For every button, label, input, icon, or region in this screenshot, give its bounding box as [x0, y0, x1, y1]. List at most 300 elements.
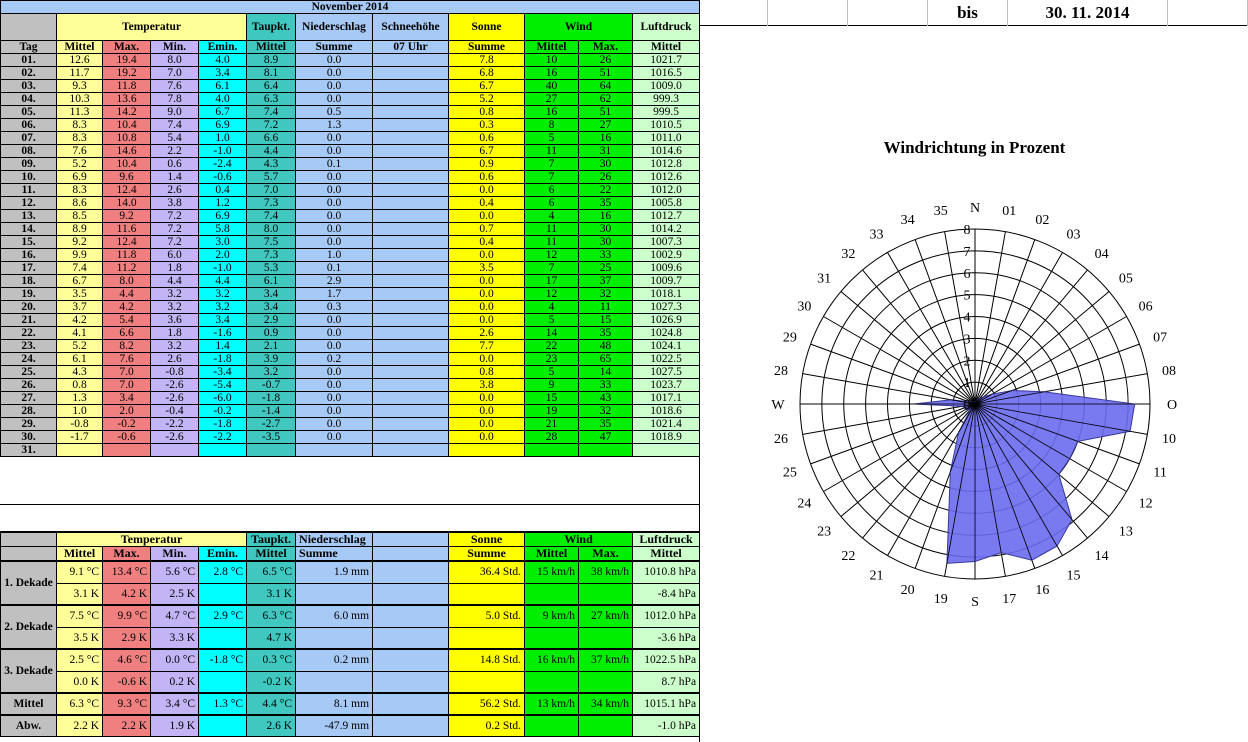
schneehoehe-cell	[373, 119, 449, 132]
summary-temp-emin-cell: -1.8 °C	[199, 649, 247, 671]
direction-label: O	[1166, 398, 1178, 413]
schneehoehe-cell	[373, 184, 449, 197]
summary-wind-max-cell: 34 km/h	[579, 693, 633, 715]
day-cell: 11.	[1, 184, 57, 197]
wind-max-cell: 64	[579, 80, 633, 93]
day-cell: 31.	[1, 444, 57, 457]
daily-table	[0, 0, 700, 457]
direction-label: 01	[1002, 203, 1017, 219]
niederschlag-cell: 1.0	[296, 249, 373, 262]
sum-sub-luftdruck-mittel: Mittel	[633, 547, 700, 562]
temp-max-cell: 2.0	[103, 405, 151, 418]
sum-sub-emin: Emin.	[199, 547, 247, 562]
niederschlag-cell: 0.0	[296, 80, 373, 93]
temp-mittel-cell: 3.7	[57, 301, 103, 314]
summary-row	[1, 715, 700, 737]
summary-deviation-schneehoehe-cell	[373, 583, 449, 605]
schneehoehe-cell	[373, 106, 449, 119]
temp-min-cell: 3.2	[151, 340, 199, 353]
temp-mittel-cell: 6.9	[57, 171, 103, 184]
schneehoehe-cell	[373, 145, 449, 158]
radial-tick-label: 7	[963, 244, 971, 260]
day-cell: 14.	[1, 223, 57, 236]
temp-max-cell: 11.8	[103, 249, 151, 262]
subheader-mittel: Mittel	[57, 41, 103, 54]
niederschlag-cell: 0.0	[296, 67, 373, 80]
wind-mittel-cell: 12	[525, 288, 579, 301]
schneehoehe-cell	[373, 171, 449, 184]
temp-min-cell: 9.0	[151, 106, 199, 119]
wind-max-cell: 26	[579, 171, 633, 184]
day-row	[1, 171, 700, 184]
temp-mittel-cell: 4.2	[57, 314, 103, 327]
sonne-cell: 0.6	[449, 132, 525, 145]
temp-min-cell: 7.2	[151, 236, 199, 249]
temp-mittel-cell: 10.3	[57, 93, 103, 106]
daily-rows	[1, 54, 700, 457]
temp-emin-cell: 3.2	[199, 301, 247, 314]
sum-sub-max: Max.	[103, 547, 151, 562]
wind-rose-panel	[699, 0, 1248, 742]
wind-max-cell: 22	[579, 184, 633, 197]
summary-temp-min-cell: 4.7 °C	[151, 605, 199, 627]
summary-temp-min-cell: 3.4 °C	[151, 693, 199, 715]
day-row	[1, 93, 700, 106]
day-cell: 09.	[1, 158, 57, 171]
wind-max-cell: 11	[579, 301, 633, 314]
taupkt-cell: 6.4	[247, 80, 296, 93]
schneehoehe-cell	[373, 210, 449, 223]
summary-deviation-niederschlag-cell	[296, 583, 373, 605]
schneehoehe-cell	[373, 93, 449, 106]
schneehoehe-cell	[373, 132, 449, 145]
sonne-cell: 6.7	[449, 145, 525, 158]
luftdruck-cell: 1005.8	[633, 197, 700, 210]
temp-emin-cell: -3.4	[199, 366, 247, 379]
header-temperatur: Temperatur	[57, 14, 247, 41]
niederschlag-cell: 0.0	[296, 314, 373, 327]
direction-label: 07	[1153, 330, 1168, 346]
summary-wind-max-cell	[579, 715, 633, 737]
sonne-cell: 0.0	[449, 353, 525, 366]
day-row	[1, 54, 700, 67]
day-row	[1, 418, 700, 431]
temp-min-cell: 7.8	[151, 93, 199, 106]
summary-wind-mittel-cell: 16 km/h	[525, 649, 579, 671]
summary-temp-max-cell: 2.2 K	[103, 715, 151, 737]
taupkt-cell: -0.7	[247, 379, 296, 392]
summary-deviation-row	[1, 627, 700, 649]
schneehoehe-cell	[373, 80, 449, 93]
summary-niederschlag-cell: 0.2 mm	[296, 649, 373, 671]
day-row	[1, 392, 700, 405]
direction-label: 05	[1118, 271, 1133, 287]
summary-temp-min-cell: 5.6 °C	[151, 561, 199, 583]
summary-niederschlag-cell: 6.0 mm	[296, 605, 373, 627]
day-row	[1, 275, 700, 288]
luftdruck-cell: 1026.9	[633, 314, 700, 327]
temp-max-cell: 8.2	[103, 340, 151, 353]
temp-mittel-cell: 8.3	[57, 184, 103, 197]
wind-max-cell	[579, 444, 633, 457]
wind-max-cell: 30	[579, 223, 633, 236]
subheader-sonne-summe: Summe	[449, 41, 525, 54]
temp-emin-cell: 4.0	[199, 93, 247, 106]
summary-deviation-luftdruck-cell: -8.4 hPa	[633, 583, 700, 605]
sonne-cell: 0.8	[449, 366, 525, 379]
schneehoehe-cell	[373, 288, 449, 301]
temp-emin-cell: 6.9	[199, 119, 247, 132]
day-row	[1, 379, 700, 392]
temp-emin-cell: 6.7	[199, 106, 247, 119]
direction-label: 02	[1035, 212, 1050, 228]
wind-mittel-cell: 16	[525, 67, 579, 80]
sum-header-niederschlag: Niederschlag	[296, 533, 373, 547]
temp-mittel-cell: 1.0	[57, 405, 103, 418]
wind-mittel-cell: 5	[525, 366, 579, 379]
niederschlag-cell: 0.0	[296, 431, 373, 444]
temp-min-cell: 1.8	[151, 262, 199, 275]
day-cell: 23.	[1, 340, 57, 353]
temp-emin-cell: -0.2	[199, 405, 247, 418]
taupkt-cell: 3.9	[247, 353, 296, 366]
day-row	[1, 249, 700, 262]
summary-sonne-cell: 5.0 Std.	[449, 605, 525, 627]
day-row	[1, 301, 700, 314]
summary-taupkt-cell: 6.3 °C	[247, 605, 296, 627]
niederschlag-cell: 1.3	[296, 119, 373, 132]
wind-mittel-cell: 23	[525, 353, 579, 366]
taupkt-cell: 3.2	[247, 366, 296, 379]
taupkt-cell: 2.1	[247, 340, 296, 353]
sum-header-sonne: Sonne	[449, 533, 525, 547]
schneehoehe-cell	[373, 353, 449, 366]
taupkt-cell	[247, 444, 296, 457]
summary-taupkt-cell: 6.5 °C	[247, 561, 296, 583]
summary-temp-mittel-cell: 6.3 °C	[57, 693, 103, 715]
day-cell: 26.	[1, 379, 57, 392]
day-row	[1, 327, 700, 340]
sum-header-wind: Wind	[525, 533, 633, 547]
summary-label: Mittel	[1, 693, 57, 715]
schneehoehe-cell	[373, 327, 449, 340]
temp-mittel-cell: 8.5	[57, 210, 103, 223]
luftdruck-cell: 1021.4	[633, 418, 700, 431]
temp-max-cell: 14.2	[103, 106, 151, 119]
month-title: November 2014	[1, 1, 700, 14]
day-cell: 16.	[1, 249, 57, 262]
subheader-luftdruck-mittel: Mittel	[633, 41, 700, 54]
temp-emin-cell: 1.2	[199, 197, 247, 210]
temp-max-cell: 6.6	[103, 327, 151, 340]
summary-temp-emin-cell	[199, 715, 247, 737]
niederschlag-cell: 0.1	[296, 158, 373, 171]
summary-niederschlag-cell: -47.9 mm	[296, 715, 373, 737]
wind-mittel-cell: 9	[525, 379, 579, 392]
summary-deviation-sonne-cell	[449, 583, 525, 605]
luftdruck-cell: 1023.7	[633, 379, 700, 392]
temp-emin-cell: -2.4	[199, 158, 247, 171]
header-luftdruck: Luftdruck	[633, 14, 700, 41]
summary-deviation-row	[1, 671, 700, 693]
day-row	[1, 353, 700, 366]
niederschlag-cell: 0.0	[296, 132, 373, 145]
schneehoehe-cell	[373, 444, 449, 457]
wind-max-cell: 16	[579, 132, 633, 145]
wind-mittel-cell: 22	[525, 340, 579, 353]
taupkt-cell: 2.9	[247, 314, 296, 327]
summary-deviation-sonne-cell	[449, 671, 525, 693]
temp-max-cell: 3.4	[103, 392, 151, 405]
direction-label: 17	[1002, 592, 1017, 608]
summary-deviation-wind-mittel-cell	[525, 627, 579, 649]
temp-max-cell: 5.4	[103, 314, 151, 327]
summary-deviation-schneehoehe-cell	[373, 627, 449, 649]
direction-label: 29	[782, 330, 797, 346]
sonne-cell: 0.4	[449, 197, 525, 210]
wind-mittel-cell: 11	[525, 145, 579, 158]
header-wind: Wind	[525, 14, 633, 41]
wind-mittel-cell: 17	[525, 275, 579, 288]
wind-max-cell: 33	[579, 249, 633, 262]
day-cell: 17.	[1, 262, 57, 275]
summary-temp-mittel-cell: 2.2 K	[57, 715, 103, 737]
direction-label: 15	[1066, 568, 1081, 584]
taupkt-cell: 7.4	[247, 210, 296, 223]
luftdruck-cell: 1014.6	[633, 145, 700, 158]
day-cell: 03.	[1, 80, 57, 93]
day-cell: 18.	[1, 275, 57, 288]
summary-deviation-temp-mittel-cell: 3.5 K	[57, 627, 103, 649]
wind-max-cell: 30	[579, 158, 633, 171]
niederschlag-cell: 0.0	[296, 405, 373, 418]
temp-max-cell	[103, 444, 151, 457]
wind-mittel-cell: 10	[525, 54, 579, 67]
wind-max-cell: 31	[579, 145, 633, 158]
sum-header-empty	[373, 533, 449, 547]
sonne-cell: 0.0	[449, 210, 525, 223]
summary-deviation-luftdruck-cell: 8.7 hPa	[633, 671, 700, 693]
wind-max-cell: 30	[579, 236, 633, 249]
day-cell: 30.	[1, 431, 57, 444]
direction-label: 14	[1094, 548, 1109, 564]
temp-max-cell: 12.4	[103, 236, 151, 249]
summary-schneehoehe-cell	[373, 715, 449, 737]
temp-max-cell: 7.0	[103, 379, 151, 392]
taupkt-cell: 7.4	[247, 106, 296, 119]
day-row	[1, 288, 700, 301]
sum-sub-wind-mittel: Mittel	[525, 547, 579, 562]
temp-min-cell: 2.6	[151, 353, 199, 366]
luftdruck-cell: 1017.1	[633, 392, 700, 405]
wind-max-cell: 51	[579, 106, 633, 119]
temp-mittel-cell: 0.8	[57, 379, 103, 392]
summary-deviation-temp-max-cell: -0.6 K	[103, 671, 151, 693]
taupkt-cell: 8.0	[247, 223, 296, 236]
temp-mittel-cell: 4.1	[57, 327, 103, 340]
summary-temp-emin-cell: 1.3 °C	[199, 693, 247, 715]
taupkt-cell: 7.3	[247, 249, 296, 262]
temp-min-cell: 8.0	[151, 54, 199, 67]
temp-mittel-cell: 7.4	[57, 262, 103, 275]
taupkt-cell: 6.6	[247, 132, 296, 145]
summary-temp-max-cell: 9.3 °C	[103, 693, 151, 715]
direction-label: 32	[841, 247, 856, 263]
wind-max-cell: 48	[579, 340, 633, 353]
wind-max-cell: 14	[579, 366, 633, 379]
sum-sub-summe: Summe	[296, 547, 373, 562]
wind-max-cell: 51	[579, 67, 633, 80]
luftdruck-cell: 1009.7	[633, 275, 700, 288]
radial-tick-label: 8	[963, 223, 971, 238]
wind-max-cell: 65	[579, 353, 633, 366]
niederschlag-cell: 0.0	[296, 197, 373, 210]
summary-luftdruck-cell: 1012.0 hPa	[633, 605, 700, 627]
summary-deviation-temp-emin-cell	[199, 583, 247, 605]
direction-label: 06	[1138, 299, 1153, 315]
day-cell: 07.	[1, 132, 57, 145]
niederschlag-cell: 0.3	[296, 301, 373, 314]
direction-label: 30	[797, 299, 812, 315]
subheader-emin: Emin.	[199, 41, 247, 54]
summary-row	[1, 693, 700, 715]
niederschlag-cell: 0.0	[296, 171, 373, 184]
temp-mittel-cell: 3.5	[57, 288, 103, 301]
luftdruck-cell: 1027.5	[633, 366, 700, 379]
section-gap	[0, 504, 699, 532]
summary-deviation-temp-emin-cell	[199, 671, 247, 693]
summary-deviation-row	[1, 583, 700, 605]
taupkt-cell: 7.0	[247, 184, 296, 197]
wind-mittel-cell: 12	[525, 249, 579, 262]
temp-emin-cell	[199, 444, 247, 457]
summary-deviation-wind-max-cell	[579, 583, 633, 605]
direction-label: 20	[900, 583, 915, 599]
summary-temp-min-cell: 0.0 °C	[151, 649, 199, 671]
taupkt-cell: 8.1	[247, 67, 296, 80]
day-row	[1, 210, 700, 223]
radial-tick-label: 2	[963, 354, 971, 370]
luftdruck-cell: 1022.5	[633, 353, 700, 366]
direction-label: 03	[1066, 227, 1081, 243]
schneehoehe-cell	[373, 67, 449, 80]
summary-temp-max-cell: 4.6 °C	[103, 649, 151, 671]
corner-cell	[1, 14, 57, 41]
temp-max-cell: 11.2	[103, 262, 151, 275]
day-cell: 24.	[1, 353, 57, 366]
schneehoehe-cell	[373, 431, 449, 444]
day-cell: 01.	[1, 54, 57, 67]
period-end-date: 30. 11. 2014	[1008, 0, 1168, 26]
direction-label: 13	[1118, 524, 1133, 540]
temp-max-cell: 19.2	[103, 67, 151, 80]
niederschlag-cell: 1.7	[296, 288, 373, 301]
schneehoehe-cell	[373, 301, 449, 314]
temp-min-cell: 0.6	[151, 158, 199, 171]
temp-max-cell: 19.4	[103, 54, 151, 67]
temp-emin-cell: 5.8	[199, 223, 247, 236]
sonne-cell: 0.0	[449, 405, 525, 418]
luftdruck-cell	[633, 444, 700, 457]
subheader-07uhr: 07 Uhr	[373, 41, 449, 54]
sum-sub-taupkt-mittel: Mittel	[247, 547, 296, 562]
taupkt-cell: 4.4	[247, 145, 296, 158]
summary-deviation-temp-mittel-cell: 3.1 K	[57, 583, 103, 605]
day-row	[1, 184, 700, 197]
temp-emin-cell: -1.8	[199, 418, 247, 431]
direction-label: 11	[1153, 465, 1167, 481]
wind-mittel-cell: 6	[525, 184, 579, 197]
schneehoehe-cell	[373, 223, 449, 236]
sum-corner	[1, 533, 57, 547]
temp-max-cell: 7.0	[103, 366, 151, 379]
temp-min-cell: -0.4	[151, 405, 199, 418]
niederschlag-cell: 0.0	[296, 93, 373, 106]
sonne-cell: 0.6	[449, 171, 525, 184]
period-cell-empty-2	[768, 0, 848, 26]
direction-label: 04	[1094, 247, 1109, 263]
temp-mittel-cell: 1.3	[57, 392, 103, 405]
temp-min-cell: 2.2	[151, 145, 199, 158]
niederschlag-cell: 0.5	[296, 106, 373, 119]
summary-deviation-wind-mittel-cell	[525, 583, 579, 605]
summary-temp-emin-cell: 2.9 °C	[199, 605, 247, 627]
summary-wind-max-cell: 37 km/h	[579, 649, 633, 671]
schneehoehe-cell	[373, 249, 449, 262]
summary-taupkt-cell: 4.4 °C	[247, 693, 296, 715]
wind-max-cell: 16	[579, 210, 633, 223]
taupkt-cell: 3.4	[247, 301, 296, 314]
luftdruck-cell: 999.5	[633, 106, 700, 119]
temp-min-cell: -2.6	[151, 431, 199, 444]
summary-label: Abw.	[1, 715, 57, 737]
summary-row	[1, 561, 700, 583]
temp-min-cell: 1.8	[151, 327, 199, 340]
taupkt-cell: -3.5	[247, 431, 296, 444]
day-cell: 28.	[1, 405, 57, 418]
day-row	[1, 106, 700, 119]
direction-label: 34	[900, 212, 915, 228]
wind-max-cell: 32	[579, 288, 633, 301]
header-sonne: Sonne	[449, 14, 525, 41]
luftdruck-cell: 1011.0	[633, 132, 700, 145]
taupkt-cell: -1.8	[247, 392, 296, 405]
sum-corner-2	[1, 547, 57, 562]
taupkt-cell: 5.7	[247, 171, 296, 184]
temp-min-cell: 3.2	[151, 288, 199, 301]
temp-emin-cell: -1.8	[199, 353, 247, 366]
period-cell-empty-3	[848, 0, 928, 26]
wind-max-cell: 62	[579, 93, 633, 106]
subheader-wind-max: Max.	[579, 41, 633, 54]
day-row	[1, 405, 700, 418]
temp-mittel-cell: 8.3	[57, 119, 103, 132]
schneehoehe-cell	[373, 275, 449, 288]
direction-label: S	[971, 595, 979, 610]
niederschlag-cell	[296, 444, 373, 457]
sonne-cell: 0.3	[449, 119, 525, 132]
summary-niederschlag-cell: 8.1 mm	[296, 693, 373, 715]
subheader-max: Max.	[103, 41, 151, 54]
day-row	[1, 366, 700, 379]
niederschlag-cell: 0.0	[296, 340, 373, 353]
schneehoehe-cell	[373, 392, 449, 405]
temp-mittel-cell: 9.3	[57, 80, 103, 93]
temp-max-cell: 10.4	[103, 158, 151, 171]
wind-mittel-cell	[525, 444, 579, 457]
summary-deviation-temp-emin-cell	[199, 627, 247, 649]
period-cell-empty-4	[1168, 0, 1248, 26]
